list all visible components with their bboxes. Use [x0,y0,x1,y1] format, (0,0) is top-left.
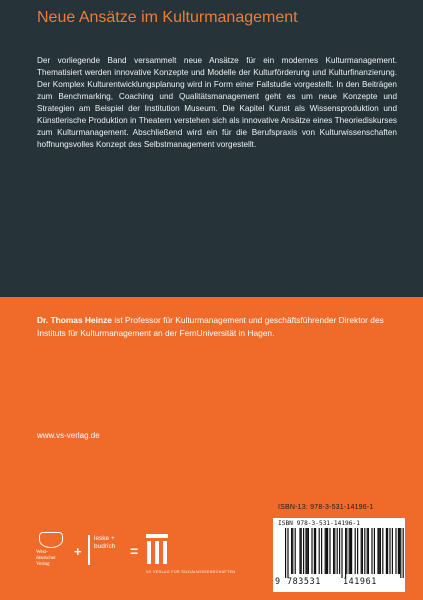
barcode-bar [319,528,320,574]
barcode-bar [355,528,356,574]
logo2-word: budrich [94,542,116,550]
barcode-bar [364,528,365,574]
description-panel [0,0,423,297]
barcode-bar [291,528,292,574]
barcode-bar [399,528,400,574]
barcode-bar [315,528,316,574]
logo1-word: Verlag [36,561,50,567]
barcode-bar [351,528,352,574]
barcode-bar [398,528,399,574]
equals-sign: = [130,543,139,559]
barcode-bar [311,528,312,574]
barcode-bar [337,528,338,574]
barcode-bar [287,528,288,578]
barcode-digits-group-2: 141961 [343,576,377,586]
barcode-bar [292,528,293,574]
barcode-digits-group-1: 783531 [287,576,321,586]
vs-verlag-caption: VS VERLAG FÜR SOZIALWISSENSCHAFTEN [146,570,236,574]
barcode-bar [349,528,350,574]
barcode-bar [361,528,362,574]
barcode-bar [305,528,306,574]
isbn-text: ISBN-13: 978-3-531-14196-1 [278,504,374,511]
vs-columns-icon [146,534,168,564]
logo2-word: leske + [94,535,115,542]
barcode-bar [307,528,308,574]
barcode-bar [389,528,390,574]
barcode-bar [321,528,322,574]
book-description: Der vorliegende Band versammelt neue Ansätze für ein modernes Kulturmanagement. Thematisiert werden innovative Konzepte und Modelle der Kulturförderung und Kulturfinanzierung. Der Komplex Kulturentwicklungsplanung wird in Form einer Fallstudie vorgestellt. In den Beiträgen zum Benchmarking, Coaching und Qualitätsmanagement geht es um neue Konzepte und Strategien am Beispiel der Institution Museum. Die Kapitel Kunst als Wissensproduktion und Künstlerische Produktion in Theatern verstehen sich als innovative Ansätze eines Theoriediskurses zum Kulturmanagement. Abschließend wird ein für die Berufspraxis von Kulturwissenschaften hoffnungsvolles Konzept des Selbstmanagement vorgestellt. [37,56,397,149]
barcode-bars [273,518,405,578]
logo1-word: deutscher [36,555,56,561]
vs-verlag-logo [146,532,266,577]
barcode-bar [357,528,358,574]
barcode-bar [368,528,369,574]
publisher-logos [36,532,266,577]
author-name: Dr. Thomas Heinze [37,315,112,325]
barcode-bar [299,528,300,574]
barcode-digit-lead: 9 [275,576,281,586]
isbn-barcode [273,518,405,592]
barcode-bar [382,528,383,574]
barcode-bar [308,528,309,574]
barcode-bar [345,528,346,578]
barcode-bar [403,528,404,578]
barcode-bar [367,528,368,574]
barcode-isbn-label: ISBN 978-3-531-14196-1 [278,520,360,527]
barcode-bar [327,528,328,574]
barcode-bar [285,528,286,578]
leske-budrich-logo [88,535,122,565]
barcode-bar [371,528,372,574]
logo1-word: West- [36,549,48,555]
author-bio [37,314,397,340]
plus-sign: + [74,544,82,559]
barcode-bar [341,528,342,578]
barcode-bar [392,528,393,574]
barcode-bar [386,528,387,574]
barcode-bar [346,528,347,574]
barcode-bar [379,528,380,574]
barcode-bar [295,528,296,574]
barcode-bar [303,528,304,574]
barcode-bar [400,528,401,578]
author-panel [0,297,423,600]
barcode-bar [339,528,340,574]
barcode-bar [377,528,378,574]
barcode-bar [301,528,302,574]
book-title: Neue Ansätze im Kulturmanagement [37,9,298,26]
barcode-bar [362,528,363,574]
barcode-bar [350,528,351,574]
author-bio-text: ist Professor für Kulturmanagement und geschäftsführender Direktor des Instituts für Kulturmanagement an der FernUniversität in Hagen. [37,315,384,338]
barcode-bar [334,528,335,574]
barcode-bar [387,528,388,574]
westdeutscher-verlag-logo [36,532,66,572]
barcode-bar [380,528,381,574]
barcode-bar [329,528,330,574]
publisher-website: www.vs-verlag.de [37,431,100,440]
barcode-bar [374,528,375,574]
barcode-bar [333,528,334,574]
barcode-bar [395,528,396,574]
barcode-bar [314,528,315,574]
barcode-bar [325,528,326,574]
wv-emblem-icon [39,532,63,548]
barcode-bar [326,528,327,574]
